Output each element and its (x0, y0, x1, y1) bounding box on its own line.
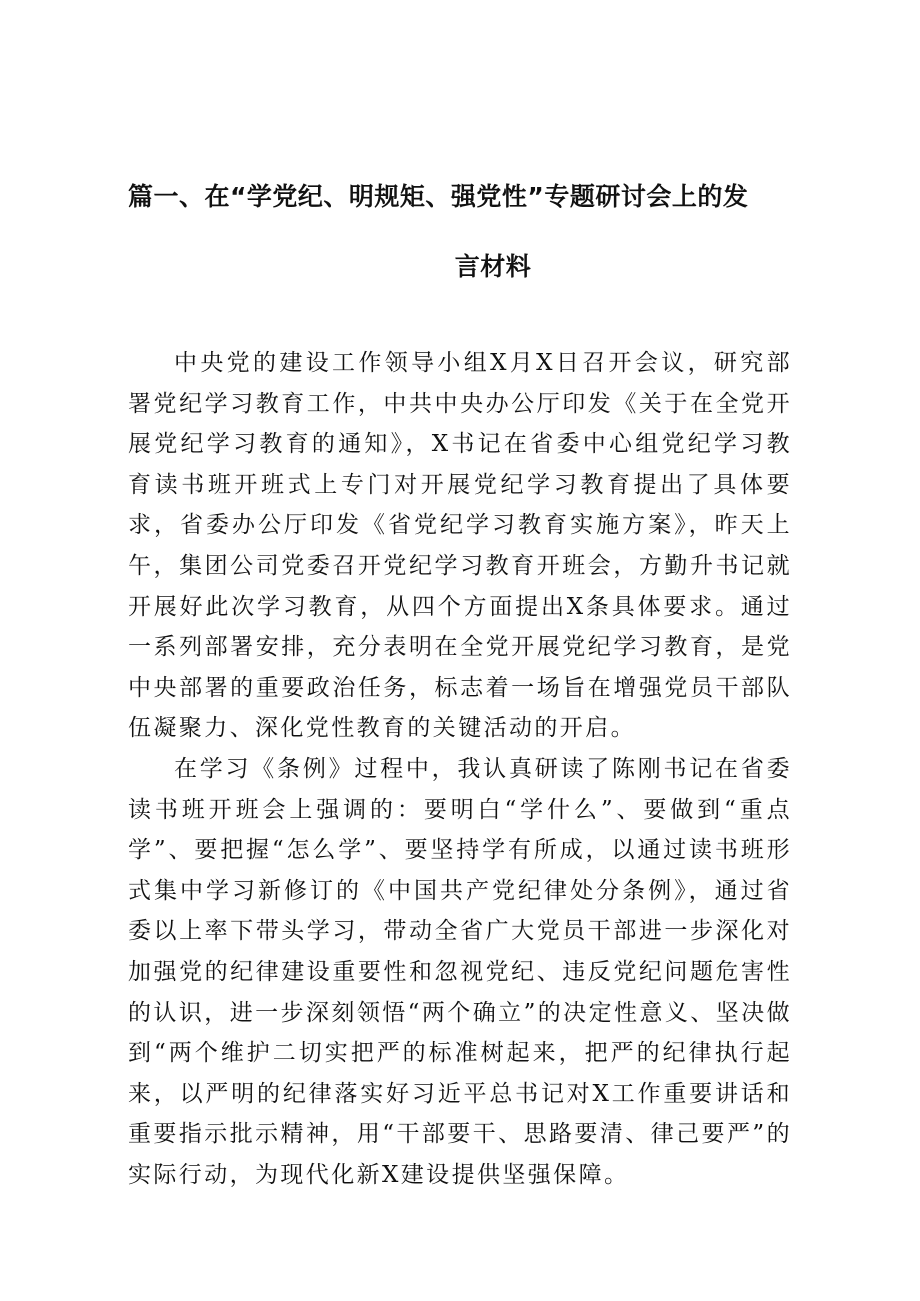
document-body (128, 343, 792, 1195)
title-line-1: 篇一、在“学党纪、明规矩、强党性”专题研讨会上的发 (128, 182, 749, 211)
body-paragraph-2: 在学习《条例》过程中，我认真研读了陈刚书记在省委读书班开班会上强调的：要明白“学什么”、要做到“重点学”、要把握“怎么学”、要坚持学有所成，以通过读书班形式集中学习新修订的《中国共产党纪律处分条例》，通过省委以上率下带头学习，带动全省广大党员干部进一步深化对加强党的纪律建设重要性和忽视党纪、违反党纪问题危害性的认识，进一步深刻领悟“两个确立”的决定性意义、坚决做到“两个维护二切实把严的标准树起来，把严的纪律执行起来，以严明的纪律落实好习近平总书记对X工作重要讲话和重要指示批示精神，用“干部要干、思路要清、律己要严”的实际行动，为现代化新X建设提供坚强保障。 (128, 755, 792, 1188)
title-line-2: 言材料 (454, 252, 532, 281)
document-title (128, 162, 788, 302)
body-paragraph-1: 中央党的建设工作领导小组X月X日召开会议，研究部署党纪学习教育工作，中共中央办公厅印发《关于在全党开展党纪学习教育的通知》，X书记在省委中心组党纪学习教育读书班开班式上专门对开展党纪学习教育提出了具体要求，省委办公厅印发《省党纪学习教育实施方案》，昨天上午，集团公司党委召开党纪学习教育开班会，方勤升书记就开展好此次学习教育，从四个方面提出X条具体要求。通过一系列部署安排，充分表明在全党开展党纪学习教育，是党中央部署的重要政治任务，标志着一场旨在增强党员干部队伍凝聚力、深化党性教育的关键活动的开启。 (128, 350, 792, 742)
